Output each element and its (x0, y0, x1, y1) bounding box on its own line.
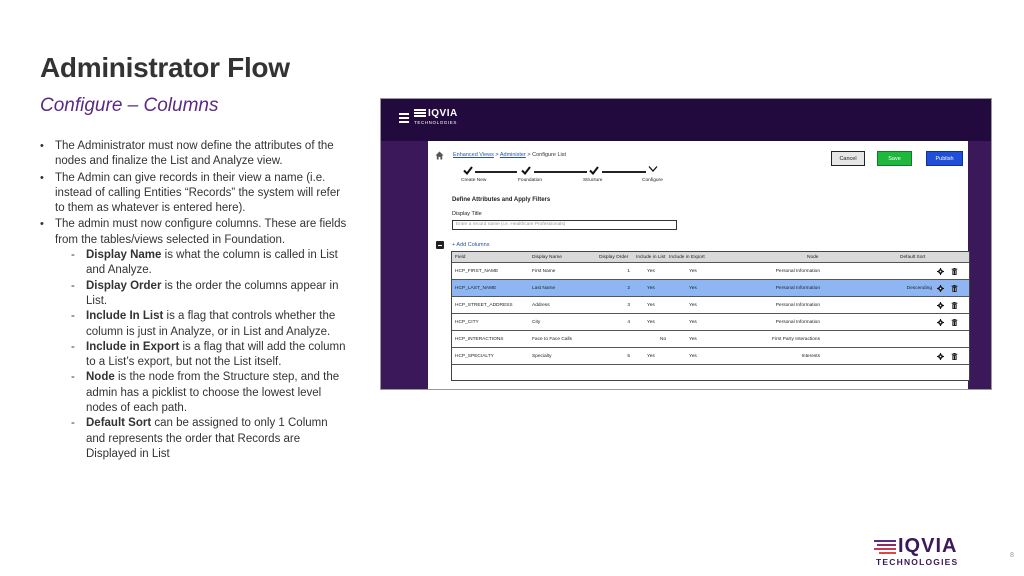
cell-include-in-list: Yes (647, 268, 655, 274)
sub-bullet: - Node is the node from the Structure step, and the admin has a picklist to choose the lowest level nodes of each path. (71, 371, 340, 415)
cell-include-in-export: Yes (689, 285, 697, 291)
cell-default-sort (892, 348, 932, 364)
breadcrumb-link-administer[interactable]: Administer (499, 152, 526, 158)
breadcrumb-current: Configure List (532, 152, 567, 158)
gear-icon[interactable] (937, 268, 944, 275)
sub-bullet-term: Include in Export (86, 340, 180, 353)
footer-iqvia-logo (874, 537, 969, 567)
step-connector (534, 171, 587, 173)
cell-field: HCP_LAST_NAME (455, 285, 497, 291)
collapse-minus-icon[interactable] (436, 241, 444, 249)
table-row[interactable] (452, 348, 969, 365)
cell-display-order: 2 (627, 285, 630, 291)
breadcrumb: Enhanced Views > Administer > Configure List (453, 152, 567, 158)
app-header (381, 99, 991, 141)
page-number: 8 (1010, 552, 1014, 559)
table-row[interactable] (452, 297, 969, 314)
cell-field: HCP_STREET_ADDRESS (455, 302, 513, 308)
bullet-text: The admin must now configure columns. These are fields from the tables/views selected in Foundation. (55, 218, 347, 246)
logo-bars-icon (414, 109, 426, 118)
cell-default-sort: Descending (906, 285, 932, 291)
sub-bullet-text: is a flag that will add the column to a List’s export, but not the List itself. (86, 340, 346, 369)
step-create-new-check-icon (463, 166, 473, 175)
columns-grid (451, 251, 970, 381)
step-label-structure[interactable]: Structure (583, 178, 603, 183)
display-title-label: Display Title (452, 211, 482, 217)
table-row[interactable] (452, 280, 969, 297)
trash-icon[interactable] (951, 268, 958, 275)
sub-bullet: - Display Name is what the column is called in List and Analyze. (71, 249, 338, 277)
cell-display-order: 3 (627, 302, 630, 308)
breadcrumb-link-enhanced-views[interactable]: Enhanced Views (453, 152, 494, 158)
body-text (40, 139, 348, 463)
bullet (40, 171, 348, 217)
cell-default-sort (892, 263, 932, 279)
sub-bullet: - Include In List is a flag that controls whether the column is just in Analyze, or in List and Analyze. (71, 310, 336, 338)
cell-node: Personal Information (775, 285, 820, 291)
sub-bullet: - Display Order is the order the columns appear in List. (71, 279, 339, 307)
step-connector (475, 171, 517, 173)
cell-default-sort (892, 314, 932, 330)
col-header-display-name: Display Name (532, 254, 562, 260)
cell-include-in-export: Yes (689, 302, 697, 308)
logo-subtext: TECHNOLOGIES (414, 120, 457, 125)
cell-display-order: 1 (627, 268, 630, 274)
sub-bullet-term: Include In List (86, 310, 164, 323)
cell-display-name: Address (532, 302, 550, 308)
cell-node: First Party Interactions (772, 336, 820, 342)
step-label-create-new[interactable]: Create New (461, 178, 487, 183)
step-connector (602, 171, 646, 173)
cell-display-order: 4 (627, 319, 630, 325)
sub-bullet-term: Node (86, 371, 115, 384)
cell-node: Interests (801, 353, 820, 359)
publish-button[interactable]: Publish (926, 151, 963, 166)
cell-display-name: First Name (532, 268, 556, 274)
sub-bullet: - Default Sort can be assigned to only 1 Column and represents the order that Records are Displayed in List (71, 417, 328, 460)
iqvia-logo (414, 108, 472, 125)
cell-include-in-list: Yes (647, 319, 655, 325)
footer-logo-sub: TECHNOLOGIES (876, 557, 959, 567)
bullet-dot: • (40, 140, 44, 152)
bullet (40, 139, 348, 170)
step-label-configure[interactable]: Configure (642, 178, 663, 183)
cell-display-name: Specialty (532, 353, 552, 359)
slide-title: Administrator Flow (40, 52, 290, 83)
cell-field: HCP_SPECIALTY (455, 353, 494, 359)
cell-display-order (620, 331, 630, 347)
configure-list-mockup (380, 98, 992, 390)
sub-bullet-text: is a flag that controls whether the column is just in Analyze, or in List and Analyze. (86, 310, 336, 338)
table-row[interactable] (452, 263, 969, 280)
save-button[interactable]: Save (877, 151, 912, 166)
col-header-node: Node (807, 254, 819, 260)
cell-include-in-list: Yes (647, 285, 655, 291)
cell-field: HCP_INTERACTIONS (455, 336, 504, 342)
cell-include-in-export: Yes (689, 268, 697, 274)
cell-include-in-list: Yes (647, 302, 655, 308)
sub-bullet-list (71, 248, 348, 462)
bullet-text: The Admin can give records in their view a name (i.e. instead of calling Entities “Records” the system will refer to them as whatever is entered here). (55, 171, 341, 215)
iqvia-logo-bars-icon (874, 540, 896, 554)
table-row[interactable] (452, 331, 969, 348)
col-header-default-sort: Default Sort (900, 254, 926, 260)
gear-icon[interactable] (937, 353, 944, 360)
cell-display-order: 5 (627, 353, 630, 359)
home-icon[interactable] (435, 151, 444, 160)
cell-include-in-list: Yes (647, 353, 655, 359)
trash-icon[interactable] (951, 353, 958, 360)
gear-icon[interactable] (937, 302, 944, 309)
sub-bullet-text: is the node from the Structure step, and the admin has a picklist to choose the lowest level nodes of each path. (86, 371, 340, 415)
cell-include-in-list: No (660, 336, 667, 342)
trash-icon[interactable] (951, 319, 958, 326)
sub-bullet-text: is the order the columns appear in List. (86, 279, 339, 307)
sub-bullet-text: is what the column is called in List and Analyze. (86, 249, 338, 277)
step-structure-check-icon (589, 166, 599, 175)
grid-header-row (452, 252, 969, 263)
col-header-display-order: Display Order (599, 254, 629, 260)
bullet-text: The Administrator must now define the attributes of the nodes and finalize the List and Analyze view. (55, 140, 334, 168)
sub-bullet-text: can be assigned to only 1 Column and represents the order that Records are Displayed in List (86, 417, 328, 460)
table-row[interactable] (452, 314, 969, 331)
bullet-dot: • (40, 171, 44, 184)
cell-node: Personal Information (775, 319, 820, 325)
step-label-foundation[interactable]: Foundation (518, 178, 543, 183)
gear-icon[interactable] (937, 285, 944, 292)
cell-display-name: Last Name (532, 285, 556, 291)
cell-include-in-export: Yes (689, 319, 697, 325)
step-foundation-check-icon (521, 166, 531, 175)
col-header-field: Field (455, 254, 466, 260)
cancel-button[interactable]: Cancel (831, 151, 865, 166)
col-header-include-in-list: Include in List (636, 254, 666, 260)
bullet (40, 217, 348, 462)
bullet-dot: • (40, 218, 44, 231)
sub-bullet-term: Default Sort (86, 417, 152, 430)
sub-bullet: - Include in Export is a flag that will add the column to a List’s export, but not the List itself. (71, 340, 346, 369)
section-title: Define Attributes and Apply Filters (452, 197, 551, 203)
cell-node: Personal Information (775, 302, 820, 308)
cell-node: Personal Information (775, 268, 820, 274)
sub-bullet-term: Display Name (86, 249, 162, 262)
add-columns-link[interactable]: + Add Columns (452, 242, 490, 248)
cell-field: HCP_CITY (455, 319, 479, 325)
trash-icon[interactable] (951, 302, 958, 309)
cell-include-in-export: Yes (689, 336, 697, 342)
display-title-input[interactable]: Enter a record name (i.e. Healthcare Professionals) (452, 220, 677, 230)
configure-panel (428, 141, 968, 390)
cell-display-name: Face to Face Calls (532, 336, 572, 342)
footer-logo-word: IQVIA (898, 535, 958, 557)
step-configure-chevron-icon (648, 165, 658, 174)
logo-word: IQVIA (428, 108, 458, 119)
slide-subtitle: Configure – Columns (40, 95, 219, 116)
cell-field: HCP_FIRST_NAME (455, 268, 499, 274)
cell-default-sort (892, 331, 932, 347)
trash-icon[interactable] (951, 285, 958, 292)
cell-display-name: City (532, 319, 541, 325)
gear-icon[interactable] (937, 319, 944, 326)
cell-default-sort (892, 297, 932, 313)
cell-include-in-export: Yes (689, 353, 697, 359)
hamburger-menu-icon[interactable] (399, 113, 409, 125)
col-header-include-in-export: Include in Export (669, 254, 705, 260)
sub-bullet-term: Display Order (86, 279, 162, 292)
